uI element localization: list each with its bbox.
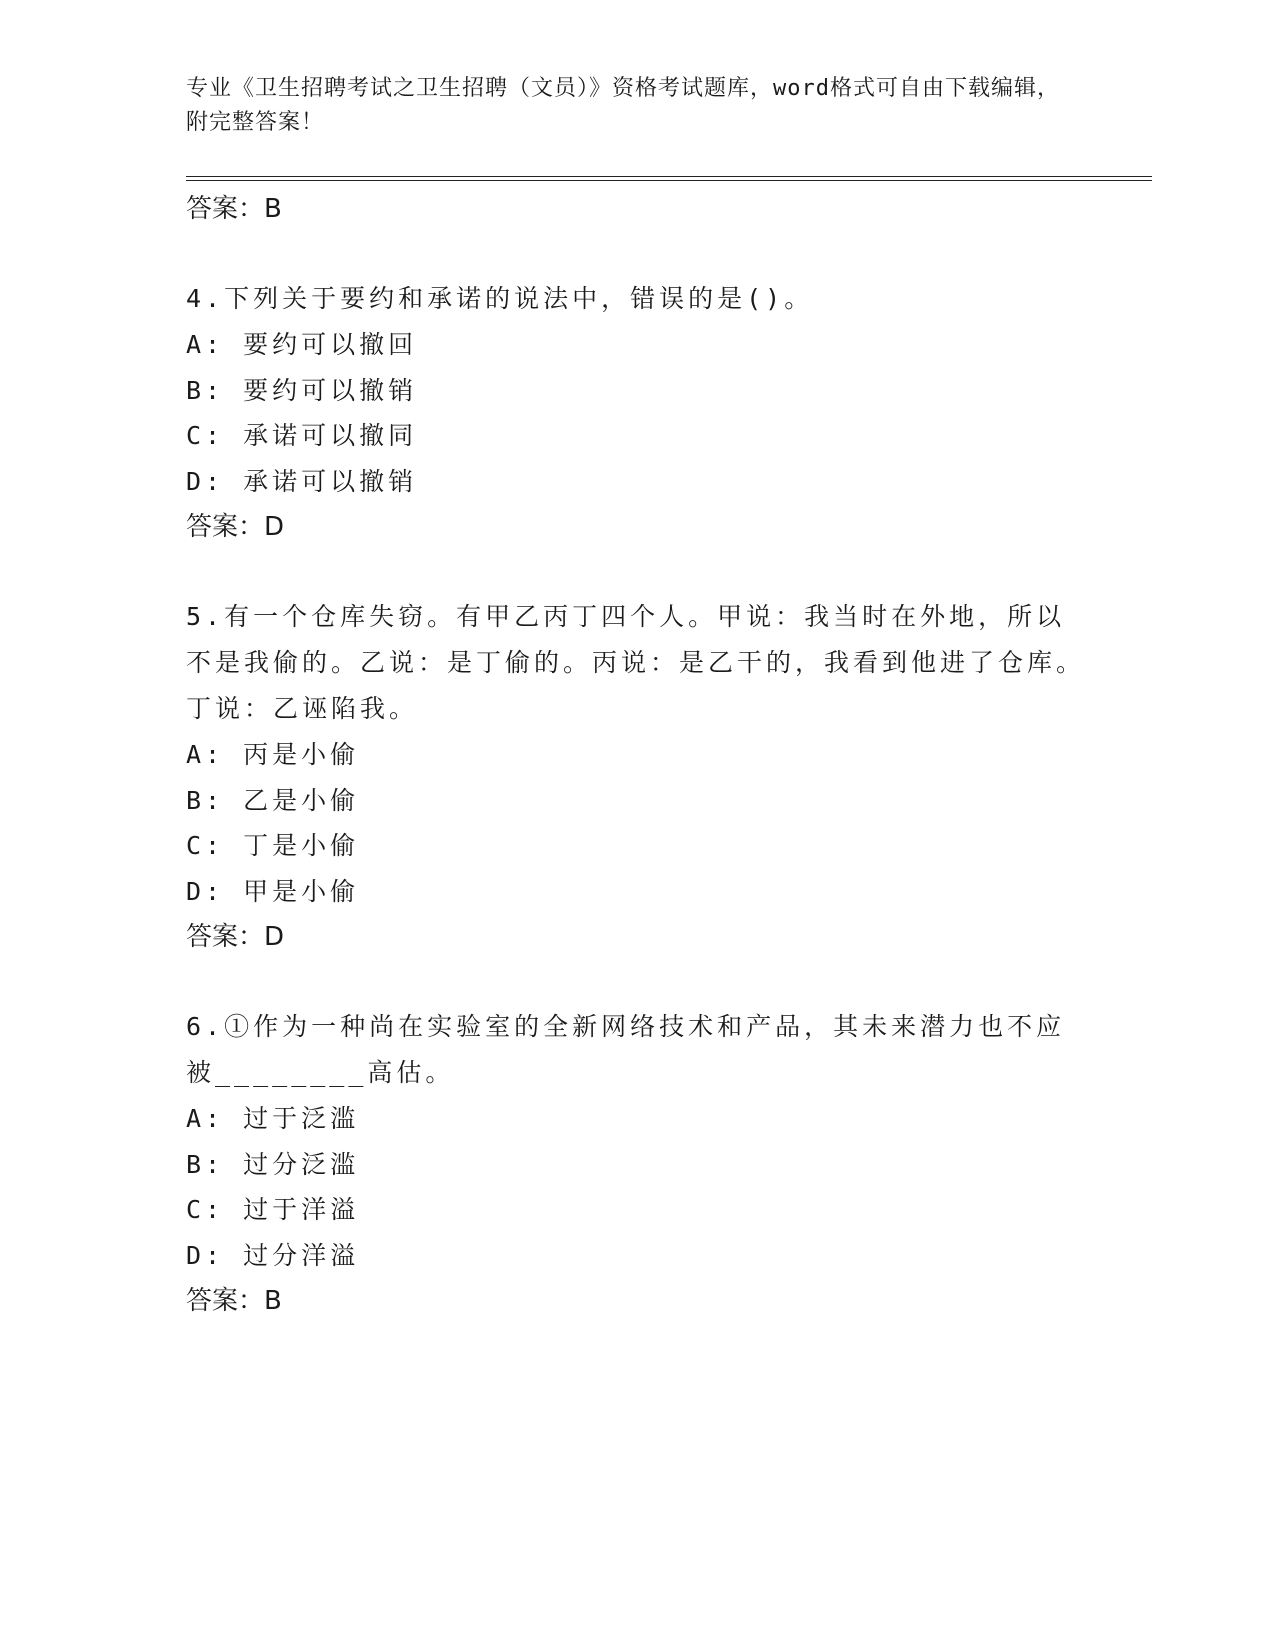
document-header: 专业《卫生招聘考试之卫生招聘（文员）》资格考试题库，word格式可自由下载编辑，附完整答案！ (186, 76, 1060, 135)
previous-answer: 答案：B (186, 194, 282, 224)
option-a: A: 过于泛滥 (186, 1104, 360, 1133)
question-stem: 6.①作为一种尚在实验室的全新网络技术和产品，其未来潜力也不应被________高估。 (186, 1012, 1066, 1087)
question-stem: 4.下列关于要约和承诺的说法中，错误的是()。 (186, 284, 814, 313)
question-6 (186, 1004, 1086, 1324)
option-c: C: 承诺可以撤同 (186, 421, 418, 450)
answer: 答案：D (186, 512, 285, 542)
answer: 答案：D (186, 922, 285, 952)
question-list (186, 186, 1086, 1324)
option-c: C: 过于洋溢 (186, 1195, 360, 1224)
option-d: D: 承诺可以撤销 (186, 466, 418, 496)
option-b: B: 要约可以撤销 (186, 375, 418, 405)
option-b: B: 过分泛滥 (186, 1149, 360, 1179)
option-d: D: 过分洋溢 (186, 1240, 360, 1270)
option-d: D: 甲是小偷 (186, 876, 360, 906)
option-b: B: 乙是小偷 (186, 785, 360, 815)
question-4 (186, 276, 1086, 550)
question-5 (186, 594, 1086, 960)
header-divider (186, 176, 1152, 181)
option-a: A: 要约可以撤回 (186, 330, 418, 359)
option-c: C: 丁是小偷 (186, 831, 360, 860)
option-a: A: 丙是小偷 (186, 740, 360, 769)
question-stem: 5.有一个仓库失窃。有甲乙丙丁四个人。甲说：我当时在外地，所以不是我偷的。乙说：是丁偷的。丙说：是乙干的，我看到他进了仓库。丁说：乙诬陷我。 (186, 602, 1086, 723)
answer: 答案：B (186, 1286, 282, 1316)
